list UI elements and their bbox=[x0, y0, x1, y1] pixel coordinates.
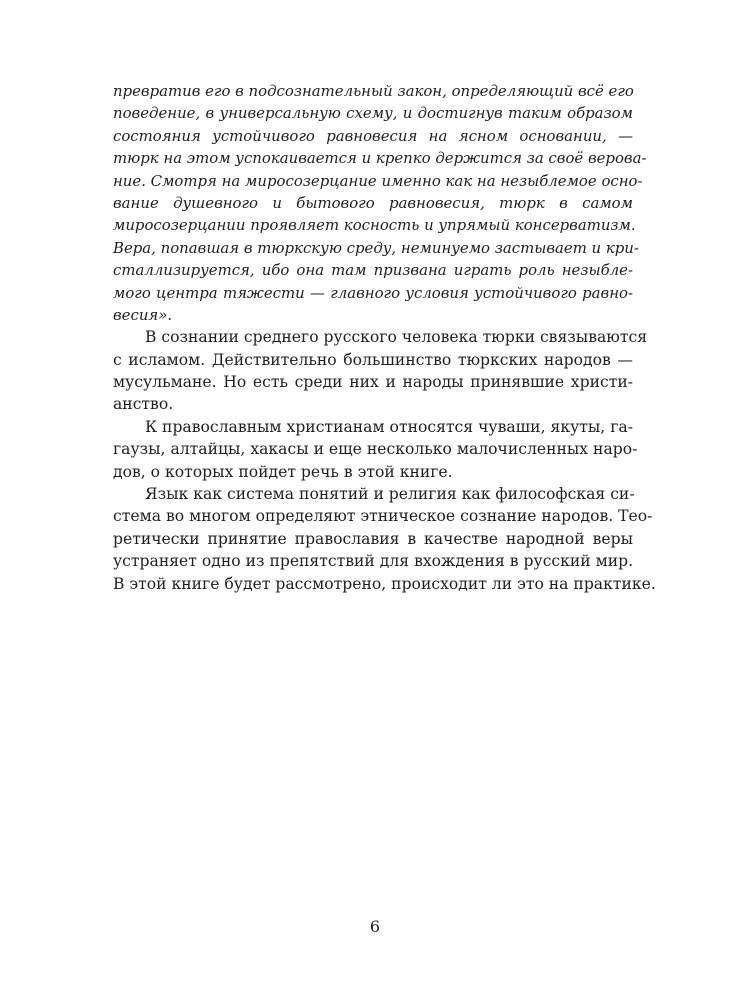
page-number: 6 bbox=[369, 917, 381, 936]
paragraph-line: анство. bbox=[113, 395, 174, 414]
paragraph-line: с исламом. Действительно большинство тюркских народов — bbox=[113, 350, 633, 369]
quote-line: тюрк на этом успокаивается и крепко держится за своё верова- bbox=[113, 149, 647, 168]
quote-line: ние. Смотря на миросозерцание именно как на незыблемое осно- bbox=[113, 171, 643, 190]
paragraph-line: Язык как система понятий и религия как философская си- bbox=[145, 485, 635, 504]
paragraph-line: В этой книге будет рассмотрено, происходит ли это на практике. bbox=[113, 574, 656, 593]
quote-line: вание душевного и бытового равновесия, тюрк в самом bbox=[113, 193, 633, 212]
quote-line: превратив его в подсознательный закон, определяющий всё его bbox=[113, 82, 634, 100]
paragraph-line: В сознании среднего русского человека тюрки связываются bbox=[145, 328, 648, 347]
paragraph-line: ретически принятие православия в качестве народной веры bbox=[113, 529, 633, 548]
page-body bbox=[113, 80, 656, 595]
quote-line: сталлизируется, ибо она там призвана играть роль незыбле- bbox=[113, 261, 633, 280]
quote-line: Вера, попавшая в тюркскую среду, неминуемо застывает и кри- bbox=[113, 238, 639, 257]
paragraph-line: дов, о которых пойдет речь в этой книге. bbox=[113, 462, 453, 481]
quote-line: весия». bbox=[113, 305, 173, 324]
paragraph-language-religion bbox=[113, 483, 656, 595]
paragraph-orthodox-peoples bbox=[113, 416, 638, 483]
quote-line: поведение, в универсальную схему, и достигнув таким образом bbox=[113, 104, 633, 123]
paragraph-line: мусульмане. Но есть среди них и народы принявшие христи- bbox=[113, 373, 633, 392]
paragraph-line: гаузы, алтайцы, хакасы и еще несколько малочисленных наро- bbox=[113, 440, 638, 459]
paragraph-line: устраняет одно из препятствий для вхождения в русский мир. bbox=[113, 552, 634, 571]
quote-line: состояния устойчивого равновесия на ясном основании, — bbox=[113, 126, 633, 145]
quote-line: миросозерцании проявляет косность и упрямый консерватизм. bbox=[113, 216, 636, 235]
quotation-block bbox=[113, 80, 647, 326]
quote-line: мого центра тяжести — главного условия устойчивого равно- bbox=[113, 283, 633, 302]
paragraph-turks-islam bbox=[113, 326, 648, 416]
paragraph-line: К православным христианам относятся чуваши, якуты, га- bbox=[145, 417, 633, 436]
paragraph-line: стема во многом определяют этническое сознание народов. Тео- bbox=[113, 507, 653, 526]
